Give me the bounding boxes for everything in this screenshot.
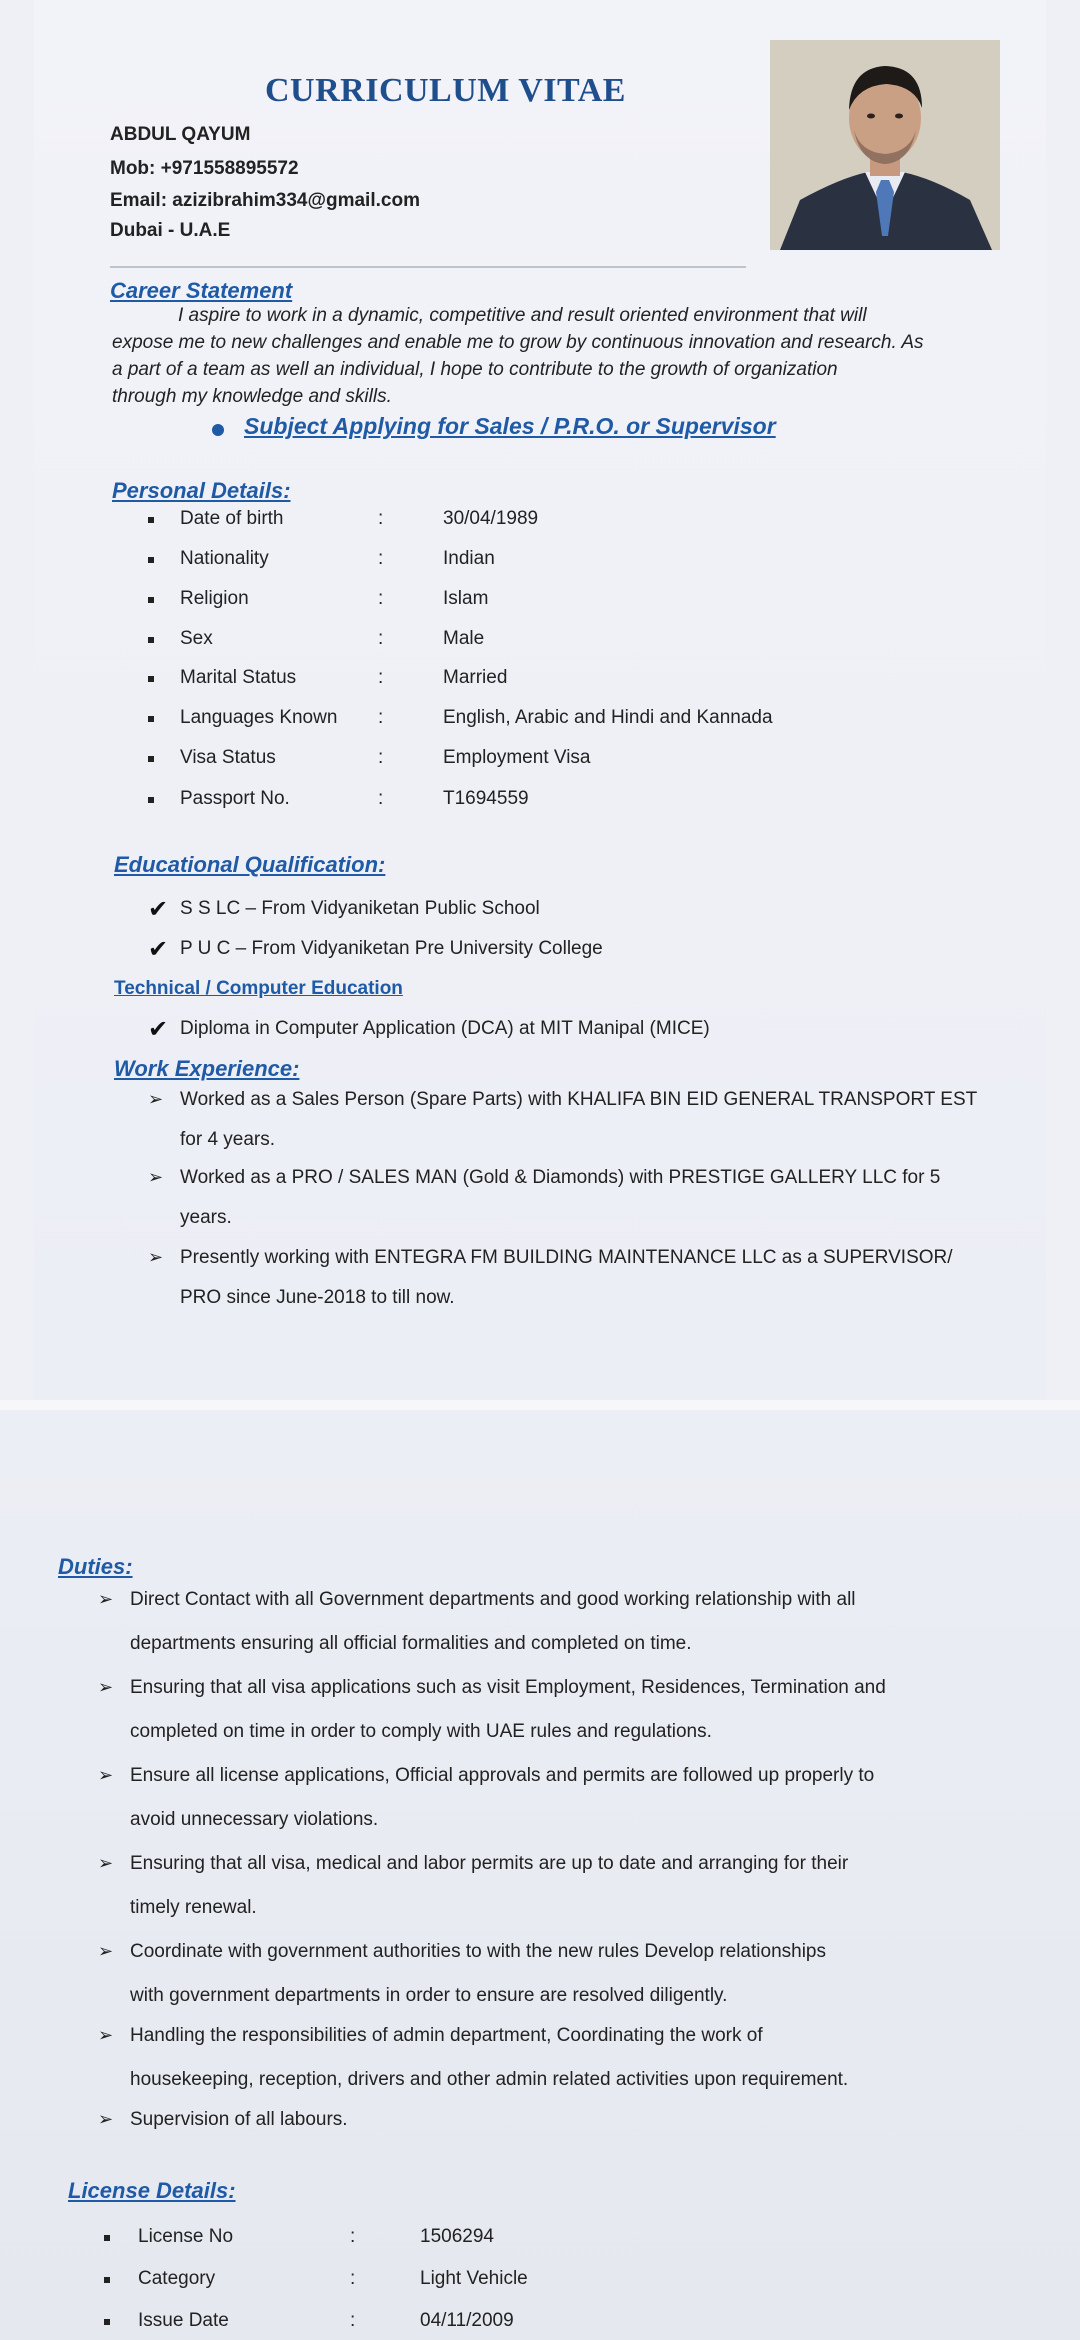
detail-label: Date of birth	[180, 508, 284, 529]
detail-value: English, Arabic and Hindi and Kannada	[443, 707, 773, 728]
applicant-name: ABDUL QAYUM	[110, 124, 251, 145]
career-statement-heading: Career Statement	[110, 278, 293, 303]
bullet-square	[148, 557, 154, 563]
license-colon: :	[350, 2226, 356, 2247]
detail-value: Married	[443, 667, 508, 688]
career-statement-text	[112, 302, 972, 410]
arrow-bullet-icon: ➢	[148, 1089, 164, 1110]
detail-label: Visa Status	[180, 747, 276, 768]
career-line: a part of a team as well an individual, I hope to contribute to the growth of organization	[112, 359, 838, 380]
detail-label: Sex	[180, 628, 213, 649]
detail-colon: :	[378, 667, 384, 688]
bullet-square	[148, 517, 154, 523]
detail-value: Islam	[443, 588, 489, 609]
detail-label: Languages Known	[180, 707, 338, 728]
work-experience-heading: Work Experience:	[114, 1056, 300, 1081]
duties-heading: Duties:	[58, 1554, 133, 1579]
detail-colon: :	[378, 628, 384, 649]
technical-education-heading: Technical / Computer Education	[114, 978, 403, 999]
mobile-number: Mob: +971558895572	[110, 158, 299, 179]
detail-label: Marital Status	[180, 667, 297, 688]
detail-colon: :	[378, 548, 384, 569]
license-colon: :	[350, 2268, 356, 2289]
bullet-square	[148, 676, 154, 682]
education-heading: Educational Qualification:	[114, 852, 386, 877]
detail-value: Indian	[443, 548, 495, 569]
license-value: 1506294	[420, 2226, 494, 2247]
license-label: License No	[138, 2226, 234, 2247]
detail-colon: :	[378, 588, 384, 609]
license-details-heading: License Details:	[68, 2178, 236, 2203]
email-address: Email: azizibrahim334@gmail.com	[110, 190, 420, 211]
career-line: I aspire to work in a dynamic, competitive and result oriented environment that will	[178, 305, 867, 326]
check-icon: ✔	[148, 935, 169, 963]
license-colon: :	[350, 2310, 356, 2331]
detail-value: Employment Visa	[443, 747, 591, 768]
career-line: through my knowledge and skills.	[112, 386, 392, 407]
bullet-square	[148, 716, 154, 722]
detail-colon: :	[378, 707, 384, 728]
license-value: 04/11/2009	[420, 2310, 514, 2331]
arrow-bullet-icon: ➢	[98, 1765, 114, 1786]
subject-applying: Subject Applying for Sales / P.R.O. or Supervisor	[244, 413, 776, 439]
license-label: Category	[138, 2268, 216, 2289]
page-gap	[0, 1400, 1080, 1410]
bullet-square	[148, 597, 154, 603]
detail-label: Passport No.	[180, 788, 290, 809]
arrow-bullet-icon: ➢	[148, 1247, 164, 1268]
personal-details-heading: Personal Details:	[112, 478, 291, 503]
bullet-square	[148, 756, 154, 762]
detail-colon: :	[378, 747, 384, 768]
career-line: expose me to new challenges and enable me to grow by continuous innovation and research. As	[112, 332, 924, 353]
arrow-bullet-icon: ➢	[148, 1167, 164, 1188]
arrow-bullet-icon: ➢	[98, 1941, 114, 1962]
bullet-square	[148, 637, 154, 643]
cv-title: CURRICULUM VITAE	[265, 72, 626, 109]
bullet-square	[104, 2277, 110, 2283]
check-icon: ✔	[148, 895, 169, 923]
arrow-bullet-icon: ➢	[98, 2109, 114, 2130]
location: Dubai - U.A.E	[110, 220, 231, 241]
subject-bullet	[212, 424, 224, 436]
detail-colon: :	[378, 788, 384, 809]
detail-value: 30/04/1989	[443, 508, 539, 529]
profile-photo	[770, 40, 1000, 250]
arrow-bullet-icon: ➢	[98, 1589, 114, 1610]
bullet-square	[148, 797, 154, 803]
bullet-square	[104, 2235, 110, 2241]
header-divider	[110, 266, 746, 268]
check-icon: ✔	[148, 1015, 169, 1043]
license-label: Issue Date	[138, 2310, 229, 2331]
arrow-bullet-icon: ➢	[98, 1853, 114, 1874]
bullet-square	[104, 2319, 110, 2325]
detail-value: T1694559	[443, 788, 529, 809]
arrow-bullet-icon: ➢	[98, 2025, 114, 2046]
detail-value: Male	[443, 628, 485, 649]
arrow-bullet-icon: ➢	[98, 1677, 114, 1698]
license-value: Light Vehicle	[420, 2268, 528, 2289]
detail-label: Nationality	[180, 548, 269, 569]
detail-colon: :	[378, 508, 384, 529]
detail-label: Religion	[180, 588, 249, 609]
